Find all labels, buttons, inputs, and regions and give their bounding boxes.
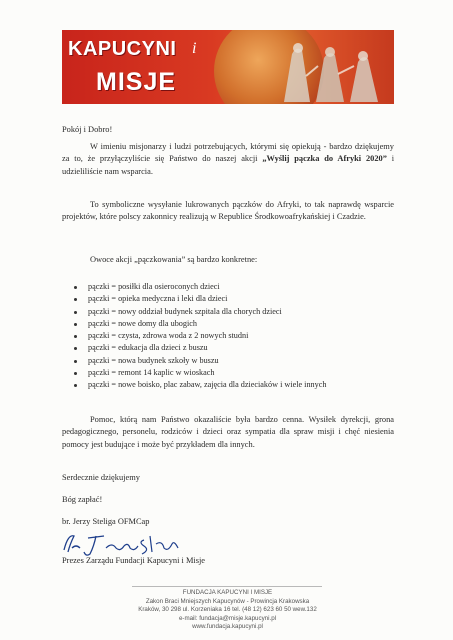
- list-item-text: pączki = czysta, zdrowa woda z 2 nowych studni: [88, 331, 249, 341]
- list-item: [62, 293, 394, 305]
- footer-website: www.fundacja.kapucyni.pl: [192, 623, 263, 631]
- list-item-text: pączki = opieka medyczna i leki dla dzieci: [88, 294, 228, 304]
- list-item-text: pączki = nowa budynek szkoły w buszu: [88, 355, 219, 365]
- list-item-text: pączki = nowe domy dla ubogich: [88, 318, 197, 328]
- bullet-icon: [74, 311, 77, 314]
- paragraph-thanks-end: i udzieliliście nam wsparcia.: [62, 154, 395, 176]
- bullet-icon: [74, 384, 77, 387]
- header-banner: [62, 30, 394, 104]
- list-item: [62, 281, 394, 293]
- banner-title-misje: MISJE: [96, 68, 177, 96]
- paragraph-fruits: Owoce akcji „pączkowania” są bardzo konkretne:: [90, 255, 258, 264]
- signer-name: br. Jerzy Steliga OFMCap: [62, 517, 150, 526]
- friars-image: [266, 36, 386, 102]
- list-item-text: pączki = posiłki dla osieroconych dzieci: [88, 282, 220, 291]
- paragraph-projects: To symboliczne wysyłanie lukrowanych pączków do Afryki, to tak naprawdę wsparcie projektów, które polscy zakonnicy realizują w Republice Środkowoafrykańskiej i Czadzie.: [62, 200, 394, 222]
- paragraph-thanks-text: W imieniu misjonarzy i ludzi potrzebujących, którymi się opiekują - bardzo dziękujemy za to, że przyłączyliście się Państwo do naszej akcji: [62, 142, 394, 164]
- list-item: [62, 342, 394, 354]
- closing-thanks: Serdecznie dziękujemy: [62, 473, 140, 482]
- list-item-text: pączki = remont 14 kaplic w wioskach: [88, 368, 215, 378]
- handwritten-signature: [58, 530, 188, 558]
- results-list: [62, 281, 394, 392]
- bullet-icon: [74, 347, 77, 350]
- list-item: [62, 318, 394, 330]
- list-item: [62, 355, 394, 367]
- list-item: [62, 306, 394, 318]
- greeting: Pokój i Dobro!: [62, 125, 113, 134]
- closing-blessing: Bóg zapłać!: [62, 495, 103, 504]
- signer-title: Prezes Zarządu Fundacji Kapucyni i Misje: [62, 556, 206, 565]
- list-item-text: pączki = nowe boisko, plac zabaw, zajęcia dla dzieciaków i wiele innych: [88, 380, 327, 390]
- bullet-icon: [74, 372, 77, 375]
- bullet-icon: [74, 323, 77, 326]
- list-item-text: pączki = nowy oddział budynek szpitala dla chorych dzieci: [88, 306, 282, 316]
- paragraph-thanks: [62, 141, 394, 178]
- bullet-icon: [74, 335, 77, 338]
- footer-address: [100, 589, 355, 632]
- footer-address-line: Kraków, 30 298 ul. Korzeniaka 16 tel. (48 12) 623 60 50 wew.132: [138, 606, 317, 614]
- bullet-icon: [74, 298, 77, 301]
- banner-connector: i: [192, 40, 197, 57]
- footer-email: e-mail: fundacja@misje.kapucyni.pl: [178, 614, 277, 622]
- action-name: „Wyślij pączka do Afryki 2020”: [262, 154, 387, 164]
- bullet-icon: [74, 360, 77, 363]
- footer-order: Zakon Braci Mniejszych Kapucynów - Prowincja Krakowska: [145, 597, 310, 605]
- list-item: [62, 379, 394, 391]
- banner-title-kapucyni: KAPUCYNI: [68, 38, 177, 60]
- list-item: [62, 367, 394, 379]
- list-item-text: pączki = edukacja dla dzieci z buszu: [88, 343, 208, 353]
- footer-org: FUNDACJA KAPUCYNI I MISJE: [182, 589, 273, 596]
- list-item: [62, 330, 394, 342]
- bullet-icon: [74, 286, 77, 289]
- footer-divider: [132, 586, 322, 587]
- paragraph-gratitude: Pomoc, którą nam Państwo okazaliście była bardzo cenna. Wysiłek dyrekcji, grona pedagogicznego, personelu, rodziców i dzieci oraz sympatia dla spraw misji i chęć niesienia pomocy jest budujące i może być przykładem dla innych.: [62, 415, 394, 449]
